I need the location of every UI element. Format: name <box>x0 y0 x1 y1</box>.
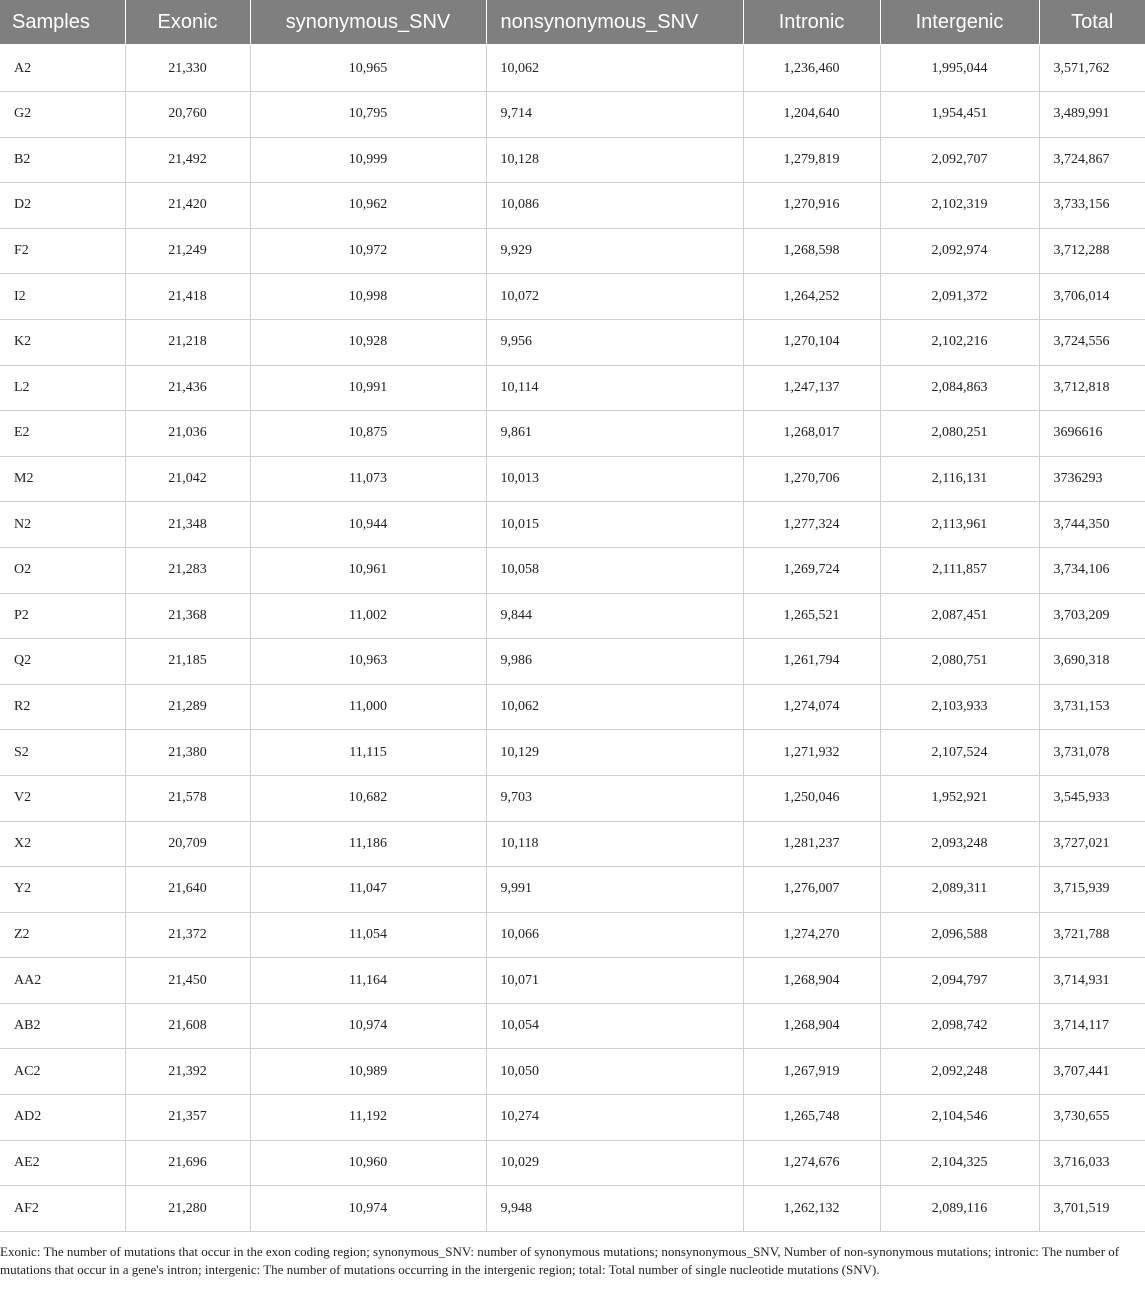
cell-intergenic: 2,089,116 <box>880 1186 1039 1232</box>
cell-samples: V2 <box>0 775 125 821</box>
cell-intronic: 1,270,706 <box>743 456 880 502</box>
table-row <box>0 547 1145 593</box>
cell-intronic: 1,265,748 <box>743 1095 880 1141</box>
cell-exonic: 20,709 <box>125 821 250 867</box>
cell-nonsynonymous-snv: 10,072 <box>486 274 743 320</box>
cell-synonymous-snv: 11,054 <box>250 912 486 958</box>
cell-intergenic: 2,091,372 <box>880 274 1039 320</box>
cell-total: 3,716,033 <box>1039 1140 1145 1186</box>
cell-intronic: 1,279,819 <box>743 137 880 183</box>
table-row <box>0 639 1145 685</box>
cell-total: 3,733,156 <box>1039 183 1145 229</box>
cell-nonsynonymous-snv: 9,844 <box>486 593 743 639</box>
cell-intergenic: 2,092,248 <box>880 1049 1039 1095</box>
table-row <box>0 730 1145 776</box>
table-row <box>0 274 1145 320</box>
cell-intronic: 1,270,104 <box>743 319 880 365</box>
cell-intronic: 1,204,640 <box>743 92 880 138</box>
cell-total: 3736293 <box>1039 456 1145 502</box>
table-row <box>0 45 1145 92</box>
cell-exonic: 20,760 <box>125 92 250 138</box>
cell-total: 3,731,153 <box>1039 684 1145 730</box>
cell-exonic: 21,420 <box>125 183 250 229</box>
cell-samples: Z2 <box>0 912 125 958</box>
cell-nonsynonymous-snv: 9,861 <box>486 411 743 457</box>
cell-samples: R2 <box>0 684 125 730</box>
cell-total: 3,731,078 <box>1039 730 1145 776</box>
cell-exonic: 21,380 <box>125 730 250 776</box>
cell-samples: P2 <box>0 593 125 639</box>
cell-synonymous-snv: 10,963 <box>250 639 486 685</box>
cell-samples: Y2 <box>0 867 125 913</box>
cell-nonsynonymous-snv: 10,128 <box>486 137 743 183</box>
cell-total: 3,545,933 <box>1039 775 1145 821</box>
cell-intronic: 1,261,794 <box>743 639 880 685</box>
cell-synonymous-snv: 10,999 <box>250 137 486 183</box>
cell-samples: AA2 <box>0 958 125 1004</box>
cell-intergenic: 2,094,797 <box>880 958 1039 1004</box>
cell-total: 3,701,519 <box>1039 1186 1145 1232</box>
cell-intronic: 1,268,017 <box>743 411 880 457</box>
cell-intergenic: 2,111,857 <box>880 547 1039 593</box>
cell-synonymous-snv: 10,682 <box>250 775 486 821</box>
cell-total: 3,724,556 <box>1039 319 1145 365</box>
cell-intergenic: 2,093,248 <box>880 821 1039 867</box>
column-header-synonymous-snv: synonymous_SNV <box>250 0 486 45</box>
cell-samples: K2 <box>0 319 125 365</box>
column-header-intergenic: Intergenic <box>880 0 1039 45</box>
cell-samples: AB2 <box>0 1003 125 1049</box>
cell-samples: AE2 <box>0 1140 125 1186</box>
cell-nonsynonymous-snv: 10,029 <box>486 1140 743 1186</box>
cell-total: 3,571,762 <box>1039 45 1145 92</box>
cell-nonsynonymous-snv: 10,086 <box>486 183 743 229</box>
table-row <box>0 1049 1145 1095</box>
cell-total: 3,712,818 <box>1039 365 1145 411</box>
table-row <box>0 775 1145 821</box>
cell-samples: I2 <box>0 274 125 320</box>
cell-synonymous-snv: 10,965 <box>250 45 486 92</box>
cell-total: 3,489,991 <box>1039 92 1145 138</box>
cell-intergenic: 2,113,961 <box>880 502 1039 548</box>
cell-nonsynonymous-snv: 9,986 <box>486 639 743 685</box>
cell-synonymous-snv: 10,795 <box>250 92 486 138</box>
column-header-intronic: Intronic <box>743 0 880 45</box>
cell-nonsynonymous-snv: 10,062 <box>486 684 743 730</box>
cell-total: 3,721,788 <box>1039 912 1145 958</box>
cell-intergenic: 2,087,451 <box>880 593 1039 639</box>
cell-nonsynonymous-snv: 10,274 <box>486 1095 743 1141</box>
cell-samples: AC2 <box>0 1049 125 1095</box>
cell-intronic: 1,268,598 <box>743 228 880 274</box>
cell-synonymous-snv: 11,192 <box>250 1095 486 1141</box>
cell-samples: F2 <box>0 228 125 274</box>
cell-exonic: 21,492 <box>125 137 250 183</box>
cell-intergenic: 1,952,921 <box>880 775 1039 821</box>
cell-nonsynonymous-snv: 9,703 <box>486 775 743 821</box>
cell-total: 3,707,441 <box>1039 1049 1145 1095</box>
cell-samples: E2 <box>0 411 125 457</box>
cell-samples: Q2 <box>0 639 125 685</box>
cell-exonic: 21,392 <box>125 1049 250 1095</box>
cell-exonic: 21,418 <box>125 274 250 320</box>
cell-exonic: 21,249 <box>125 228 250 274</box>
cell-intronic: 1,247,137 <box>743 365 880 411</box>
cell-intergenic: 2,104,546 <box>880 1095 1039 1141</box>
cell-total: 3,712,288 <box>1039 228 1145 274</box>
cell-exonic: 21,368 <box>125 593 250 639</box>
table-row <box>0 319 1145 365</box>
cell-intergenic: 2,092,707 <box>880 137 1039 183</box>
cell-exonic: 21,450 <box>125 958 250 1004</box>
cell-synonymous-snv: 10,998 <box>250 274 486 320</box>
cell-intergenic: 2,080,251 <box>880 411 1039 457</box>
cell-nonsynonymous-snv: 9,956 <box>486 319 743 365</box>
cell-exonic: 21,578 <box>125 775 250 821</box>
cell-samples: M2 <box>0 456 125 502</box>
cell-intronic: 1,269,724 <box>743 547 880 593</box>
cell-samples: X2 <box>0 821 125 867</box>
cell-exonic: 21,696 <box>125 1140 250 1186</box>
cell-synonymous-snv: 11,115 <box>250 730 486 776</box>
cell-nonsynonymous-snv: 9,929 <box>486 228 743 274</box>
cell-exonic: 21,640 <box>125 867 250 913</box>
cell-intergenic: 2,102,216 <box>880 319 1039 365</box>
cell-intronic: 1,265,521 <box>743 593 880 639</box>
cell-intronic: 1,274,074 <box>743 684 880 730</box>
cell-total: 3,727,021 <box>1039 821 1145 867</box>
cell-intronic: 1,262,132 <box>743 1186 880 1232</box>
table-row <box>0 411 1145 457</box>
cell-intergenic: 2,084,863 <box>880 365 1039 411</box>
cell-samples: B2 <box>0 137 125 183</box>
cell-samples: O2 <box>0 547 125 593</box>
cell-exonic: 21,289 <box>125 684 250 730</box>
cell-total: 3,706,014 <box>1039 274 1145 320</box>
cell-exonic: 21,283 <box>125 547 250 593</box>
cell-samples: AF2 <box>0 1186 125 1232</box>
table-row <box>0 92 1145 138</box>
table-row <box>0 365 1145 411</box>
cell-intergenic: 1,954,451 <box>880 92 1039 138</box>
table-header <box>0 0 1145 45</box>
cell-intronic: 1,281,237 <box>743 821 880 867</box>
cell-intergenic: 2,080,751 <box>880 639 1039 685</box>
cell-synonymous-snv: 11,002 <box>250 593 486 639</box>
cell-intronic: 1,270,916 <box>743 183 880 229</box>
table-body <box>0 45 1145 1231</box>
cell-nonsynonymous-snv: 10,066 <box>486 912 743 958</box>
cell-nonsynonymous-snv: 9,991 <box>486 867 743 913</box>
cell-intergenic: 2,103,933 <box>880 684 1039 730</box>
header-row <box>0 0 1145 45</box>
cell-total: 3,690,318 <box>1039 639 1145 685</box>
table-row <box>0 912 1145 958</box>
table-row <box>0 821 1145 867</box>
cell-exonic: 21,608 <box>125 1003 250 1049</box>
cell-exonic: 21,036 <box>125 411 250 457</box>
cell-total: 3,744,350 <box>1039 502 1145 548</box>
cell-intergenic: 2,092,974 <box>880 228 1039 274</box>
cell-synonymous-snv: 11,047 <box>250 867 486 913</box>
table-row <box>0 1095 1145 1141</box>
cell-synonymous-snv: 11,000 <box>250 684 486 730</box>
cell-samples: L2 <box>0 365 125 411</box>
cell-synonymous-snv: 10,928 <box>250 319 486 365</box>
cell-synonymous-snv: 10,991 <box>250 365 486 411</box>
cell-exonic: 21,357 <box>125 1095 250 1141</box>
cell-intergenic: 2,098,742 <box>880 1003 1039 1049</box>
cell-samples: AD2 <box>0 1095 125 1141</box>
table-row <box>0 1003 1145 1049</box>
table-row <box>0 867 1145 913</box>
cell-nonsynonymous-snv: 10,013 <box>486 456 743 502</box>
table-row <box>0 1186 1145 1232</box>
cell-intergenic: 2,089,311 <box>880 867 1039 913</box>
cell-exonic: 21,042 <box>125 456 250 502</box>
cell-total: 3,715,939 <box>1039 867 1145 913</box>
column-header-exonic: Exonic <box>125 0 250 45</box>
table-row <box>0 456 1145 502</box>
cell-nonsynonymous-snv: 9,948 <box>486 1186 743 1232</box>
cell-synonymous-snv: 11,164 <box>250 958 486 1004</box>
cell-exonic: 21,372 <box>125 912 250 958</box>
cell-exonic: 21,348 <box>125 502 250 548</box>
cell-synonymous-snv: 10,989 <box>250 1049 486 1095</box>
cell-nonsynonymous-snv: 10,129 <box>486 730 743 776</box>
cell-exonic: 21,218 <box>125 319 250 365</box>
table-row <box>0 684 1145 730</box>
column-header-samples: Samples <box>0 0 125 45</box>
cell-samples: A2 <box>0 45 125 92</box>
cell-synonymous-snv: 10,875 <box>250 411 486 457</box>
table-row <box>0 1140 1145 1186</box>
table-row <box>0 502 1145 548</box>
cell-samples: G2 <box>0 92 125 138</box>
cell-nonsynonymous-snv: 10,054 <box>486 1003 743 1049</box>
cell-total: 3,703,209 <box>1039 593 1145 639</box>
cell-intronic: 1,264,252 <box>743 274 880 320</box>
cell-total: 3,714,931 <box>1039 958 1145 1004</box>
cell-nonsynonymous-snv: 10,058 <box>486 547 743 593</box>
cell-exonic: 21,280 <box>125 1186 250 1232</box>
cell-intergenic: 2,107,524 <box>880 730 1039 776</box>
cell-synonymous-snv: 11,186 <box>250 821 486 867</box>
cell-total: 3,734,106 <box>1039 547 1145 593</box>
cell-exonic: 21,185 <box>125 639 250 685</box>
column-header-total: Total <box>1039 0 1145 45</box>
cell-intronic: 1,250,046 <box>743 775 880 821</box>
column-header-nonsynonymous-snv: nonsynonymous_SNV <box>486 0 743 45</box>
cell-intronic: 1,274,676 <box>743 1140 880 1186</box>
cell-intronic: 1,268,904 <box>743 958 880 1004</box>
cell-total: 3,730,655 <box>1039 1095 1145 1141</box>
cell-samples: N2 <box>0 502 125 548</box>
table-row <box>0 593 1145 639</box>
cell-intronic: 1,268,904 <box>743 1003 880 1049</box>
cell-synonymous-snv: 10,974 <box>250 1003 486 1049</box>
cell-intronic: 1,276,007 <box>743 867 880 913</box>
cell-nonsynonymous-snv: 9,714 <box>486 92 743 138</box>
cell-nonsynonymous-snv: 10,015 <box>486 502 743 548</box>
table-row <box>0 183 1145 229</box>
cell-exonic: 21,330 <box>125 45 250 92</box>
cell-total: 3,714,117 <box>1039 1003 1145 1049</box>
cell-total: 3696616 <box>1039 411 1145 457</box>
cell-nonsynonymous-snv: 10,050 <box>486 1049 743 1095</box>
cell-synonymous-snv: 10,960 <box>250 1140 486 1186</box>
cell-synonymous-snv: 11,073 <box>250 456 486 502</box>
table-row <box>0 228 1145 274</box>
cell-nonsynonymous-snv: 10,118 <box>486 821 743 867</box>
cell-samples: D2 <box>0 183 125 229</box>
table-row <box>0 137 1145 183</box>
cell-synonymous-snv: 10,944 <box>250 502 486 548</box>
table-footnote: Exonic: The number of mutations that occur in the exon coding region; synonymous_SNV: number of synonymous mutations; nonsynonymous_SNV, Number of non-synonymous mutations; intronic: The number of mutations that occur in a gene's intron; intergenic: The number of mutations occurring in the intergenic region; total: Total number of single nucleotide mutations (SNV). <box>0 1244 1120 1277</box>
cell-nonsynonymous-snv: 10,114 <box>486 365 743 411</box>
cell-nonsynonymous-snv: 10,071 <box>486 958 743 1004</box>
cell-intronic: 1,277,324 <box>743 502 880 548</box>
cell-intergenic: 1,995,044 <box>880 45 1039 92</box>
cell-total: 3,724,867 <box>1039 137 1145 183</box>
cell-exonic: 21,436 <box>125 365 250 411</box>
cell-synonymous-snv: 10,974 <box>250 1186 486 1232</box>
cell-intergenic: 2,104,325 <box>880 1140 1039 1186</box>
cell-intronic: 1,271,932 <box>743 730 880 776</box>
table-row <box>0 958 1145 1004</box>
cell-nonsynonymous-snv: 10,062 <box>486 45 743 92</box>
cell-intergenic: 2,096,588 <box>880 912 1039 958</box>
cell-intronic: 1,236,460 <box>743 45 880 92</box>
cell-samples: S2 <box>0 730 125 776</box>
cell-intergenic: 2,116,131 <box>880 456 1039 502</box>
cell-intronic: 1,274,270 <box>743 912 880 958</box>
cell-synonymous-snv: 10,972 <box>250 228 486 274</box>
cell-intergenic: 2,102,319 <box>880 183 1039 229</box>
cell-intronic: 1,267,919 <box>743 1049 880 1095</box>
cell-synonymous-snv: 10,961 <box>250 547 486 593</box>
cell-synonymous-snv: 10,962 <box>250 183 486 229</box>
